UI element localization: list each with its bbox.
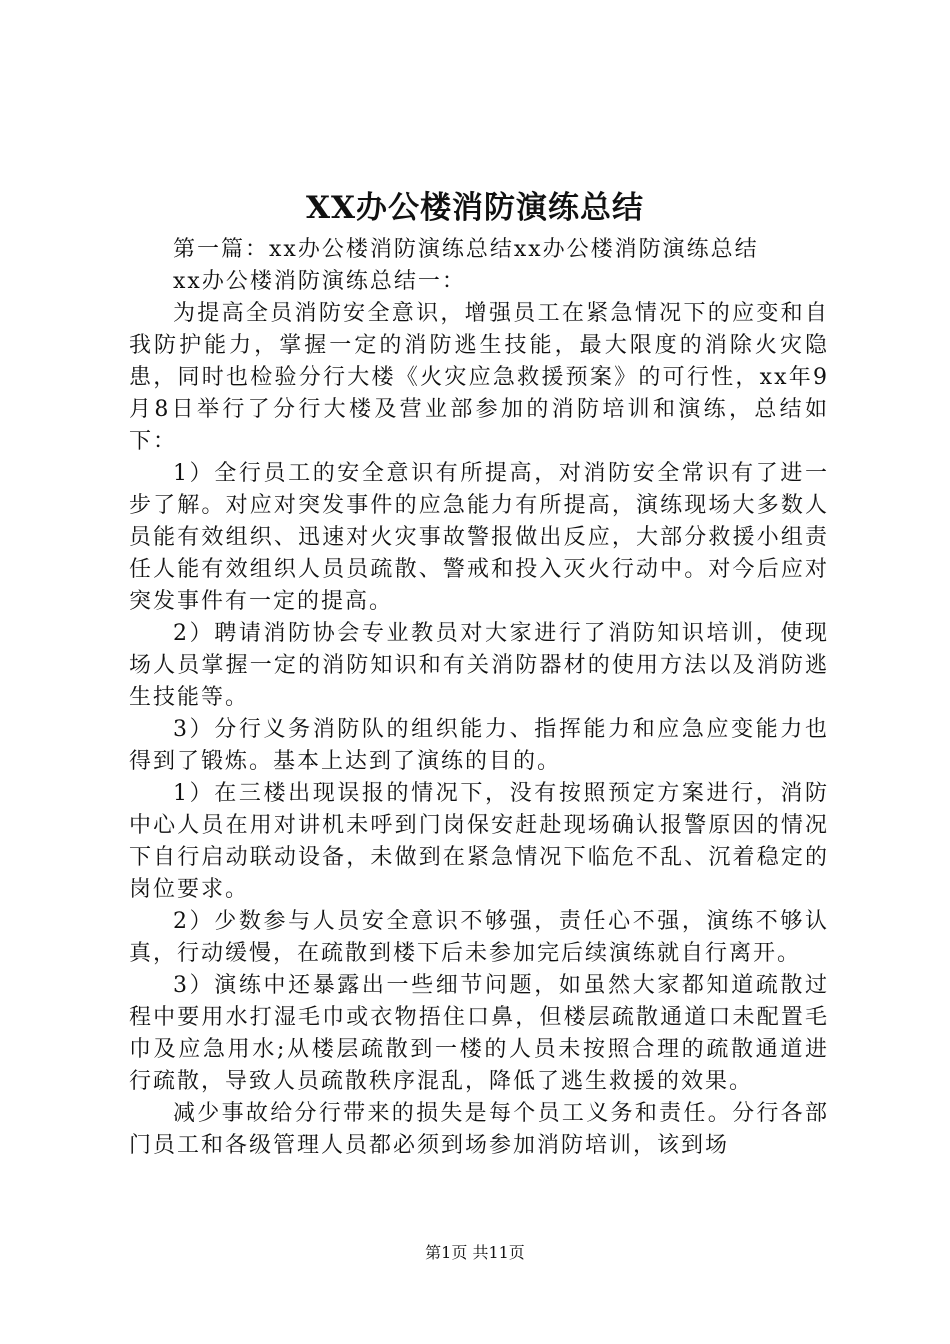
paragraph: 1）在三楼出现误报的情况下，没有按照预定方案进行，消防中心人员在用对讲机未呼到门岗保安赶赴现场确认报警原因的情况下自行启动联动设备，未做到在紧急情况下临危不乱、沉着稳定的岗位要求。 (129, 781, 829, 902)
paragraph: 3）演练中还暴露出一些细节问题，如虽然大家都知道疏散过程中要用水打湿毛巾或衣物捂住口鼻，但楼层疏散通道口未配置毛巾及应急用水;从楼层疏散到一楼的人员未按照合理的疏散通道进行疏散，导致人员疏散秩序混乱，降低了逃生救援的效果。 (129, 973, 829, 1094)
page-footer: 第1页 共11页 (425, 1243, 525, 1262)
document-title: XX办公楼消防演练总结 (305, 190, 645, 226)
paragraph: 1）全行员工的安全意识有所提高，对消防安全常识有了进一步了解。对应对突发事件的应急能力有所提高，演练现场大多数人员能有效组织、迅速对火灾事故警报做出反应，大部分救援小组责任人能有效组织人员员疏散、警戒和投入灭火行动中。对今后应对突发事件有一定的提高。 (129, 461, 829, 614)
paragraph: 2）少数参与人员安全意识不够强，责任心不强，演练不够认真，行动缓慢，在疏散到楼下后未参加完后续演练就自行离开。 (129, 909, 829, 966)
paragraph: 减少事故给分行带来的损失是每个员工义务和责任。分行各部门员工和各级管理人员都必须到场参加消防培训，该到场 (129, 1101, 829, 1158)
document-body (129, 234, 829, 1162)
paragraph: 3）分行义务消防队的组织能力、指挥能力和应急应变能力也得到了锻炼。基本上达到了演练的目的。 (129, 717, 829, 774)
paragraph: 为提高全员消防安全意识，增强员工在紧急情况下的应变和自我防护能力，掌握一定的消防逃生技能，最大限度的消除火灾隐患，同时也检验分行大楼《火灾应急救援预案》的可行性，xx年9月8日举行了分行大楼及营业部参加的消防培训和演练，总结如下： (129, 301, 829, 454)
paragraph: 第一篇：xx办公楼消防演练总结xx办公楼消防演练总结 (173, 237, 759, 262)
paragraph: 2）聘请消防协会专业教员对大家进行了消防知识培训，使现场人员掌握一定的消防知识和有关消防器材的使用方法以及消防逃生技能等。 (129, 621, 829, 710)
paragraph: xx办公楼消防演练总结一： (173, 269, 466, 294)
